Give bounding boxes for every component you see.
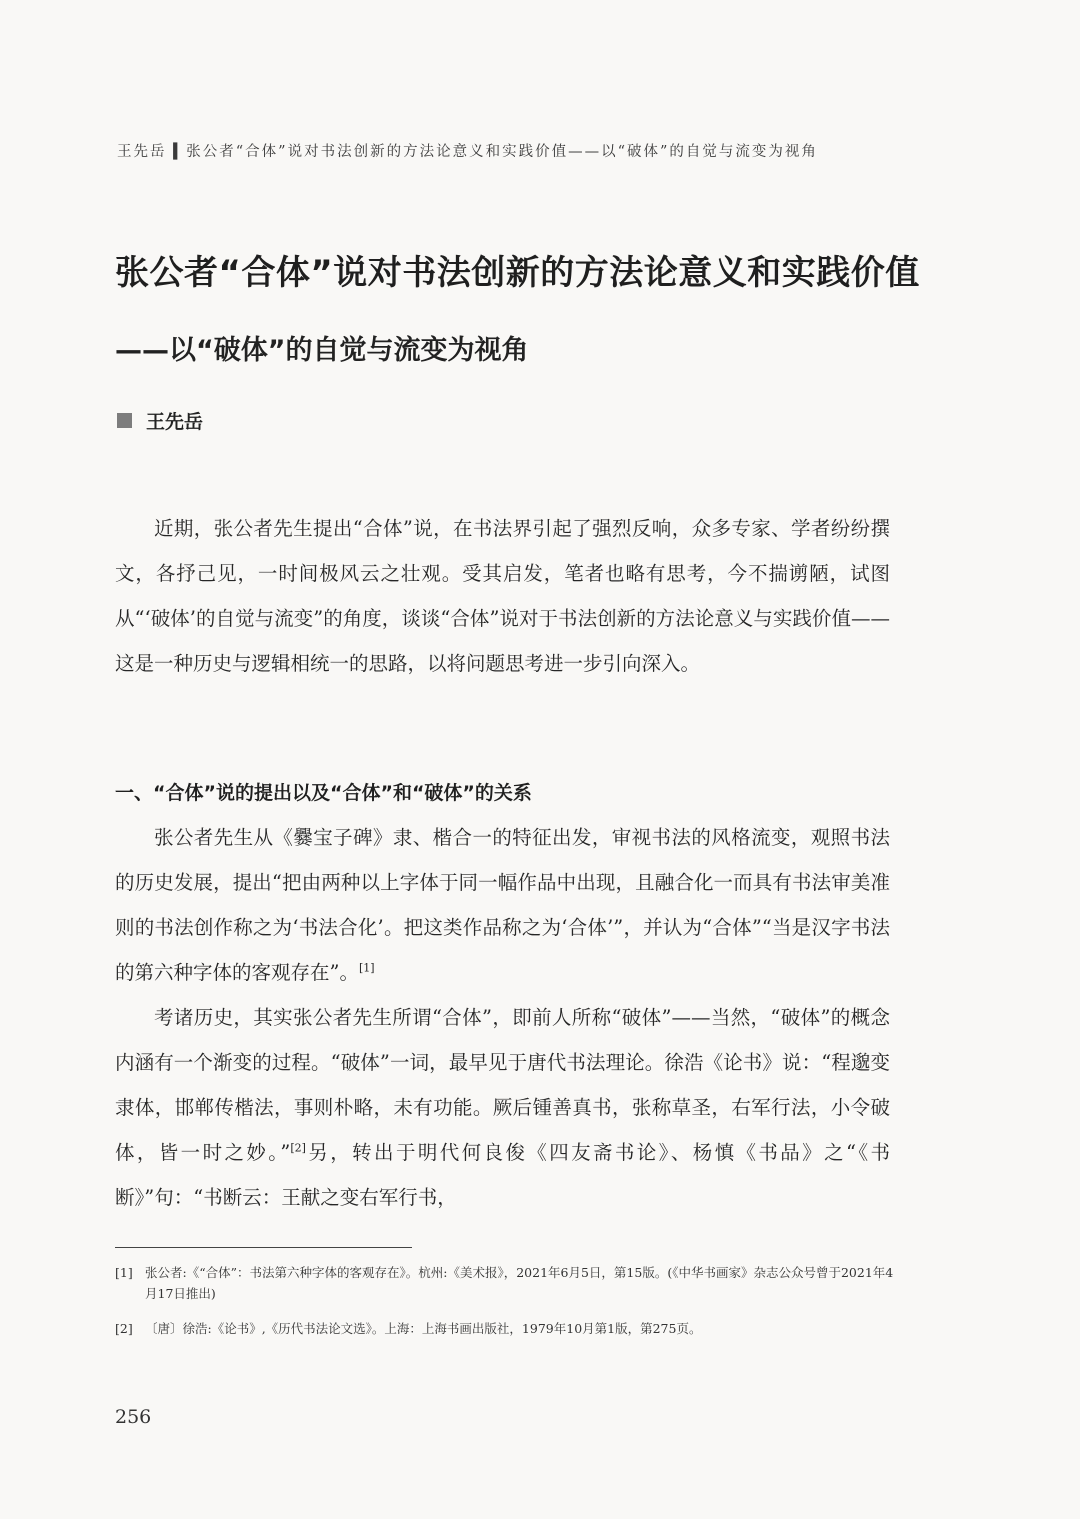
footnote-text: 张公者:《“合体”：书法第六种字体的客观存在》。杭州:《美术报》，2021年6月5日，第15版。(《中华书画家》杂志公众号曾于2021年4月17日推出) [145, 1265, 894, 1301]
article-title: 张公者“合体”说对书法创新的方法论意义和实践价值 [115, 253, 920, 293]
page-number: 256 [115, 1406, 152, 1428]
intro-block [115, 506, 890, 686]
running-head: 王先岳 ▍张公者“合体”说对书法创新的方法论意义和实践价值——以“破体”的自觉与流变为视角 [117, 144, 818, 160]
body-paragraph-2 [115, 995, 890, 1220]
footnote-text: 〔唐〕徐浩:《论书》,《历代书法论文选》。上海：上海书画出版社，1979年10月第1版，第275页。 [145, 1321, 702, 1336]
footnote-item [115, 1318, 895, 1339]
paragraph-2-text-a: 考诸历史，其实张公者先生所谓“合体”，即前人所称“破体”——当然，“破体”的概念内涵有一个渐变的过程。“破体”一词，最早见于唐代书法理论。徐浩《论书》说：“程邈变隶体，邯郸传楷法，事则朴略，未有功能。厥后锺善真书，张称草圣，右军行法，小令破体，皆一时之妙。” [115, 1006, 890, 1164]
footnote-item [115, 1262, 895, 1304]
section-body [115, 815, 890, 1220]
footnote-divider [115, 1247, 412, 1248]
footnote-ref-1: [1] [358, 961, 375, 975]
footnote-number: [1] [115, 1265, 133, 1280]
footnote-ref-2: [2] [290, 1141, 306, 1155]
intro-paragraph: 近期，张公者先生提出“合体”说，在书法界引起了强烈反响，众多专家、学者纷纷撰文，各抒己见，一时间极风云之壮观。受其启发，笔者也略有思考，今不揣谫陋，试图从“‘破体’的自觉与流变”的角度，谈谈“合体”说对于书法创新的方法论意义与实践价值——这是一种历史与逻辑相统一的思路，以将问题思考进一步引向深入。 [115, 517, 890, 675]
author-square-icon [117, 413, 132, 428]
body-paragraph-1 [115, 815, 890, 995]
article-subtitle: ——以“破体”的自觉与流变为视角 [115, 335, 529, 366]
section-heading: 一、“合体”说的提出以及“合体”和“破体”的关系 [115, 782, 532, 804]
footnotes [115, 1262, 895, 1353]
paragraph-1-text: 张公者先生从《爨宝子碑》隶、楷合一的特征出发，审视书法的风格流变，观照书法的历史发展，提出“把由两种以上字体于同一幅作品中出现，且融合化一而具有书法审美准则的书法创作称之为‘书法合化’。把这类作品称之为‘合体’”，并认为“合体”“当是汉字书法的第六种字体的客观存在”。 [115, 826, 890, 984]
author-name: 王先岳 [146, 410, 204, 433]
author-line [117, 405, 203, 435]
footnote-number: [2] [115, 1321, 133, 1336]
paragraph-2-text-b: 另，转出于明代何良俊《四友斋书论》、杨慎《书品》之“《书断》”句：“书断云：王献之变右军行书， [115, 1141, 890, 1209]
